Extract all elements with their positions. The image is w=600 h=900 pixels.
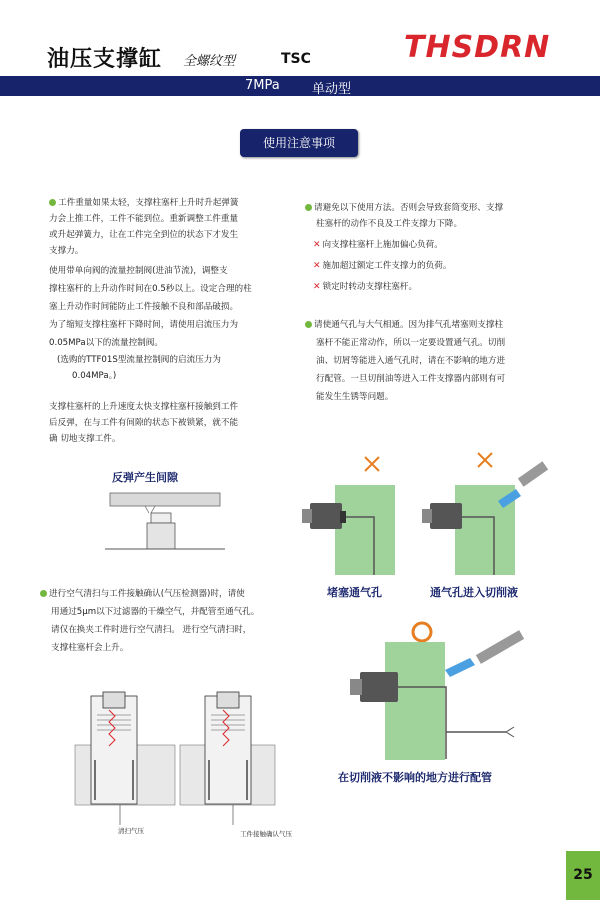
text-line: 0.04MPa。) — [72, 371, 117, 381]
contact-confirm-air-label: 工件接触确认气压 — [240, 830, 292, 838]
text-line: 或升起弹簧力，让在工件完全到位的状态下才发生 — [49, 230, 239, 240]
coolant-entry-caption: 通气孔进入切削液 — [430, 586, 518, 599]
page-subtitle: 全螺纹型 — [183, 54, 236, 69]
text-line: 进行空气清扫与工件接触确认(气压检测器)时，请使 — [49, 589, 245, 599]
text-line: 请避免以下使用方法。否则会导致套筒变形、支撑 — [314, 203, 504, 213]
purge-air-label: 清扫气压 — [118, 827, 144, 835]
pressure-label: 7MPa — [245, 78, 280, 93]
text-line: 塞上升动作时间能防止工件接触不良和部品破损。 — [49, 302, 239, 312]
text-line: 能发生生锈等问题。 — [316, 392, 394, 402]
text-line: 撑柱塞杆的上升动作时间在0.5秒以上。设定合理的柱 — [49, 284, 252, 294]
bullet-icon — [305, 321, 312, 328]
text-line: 支撑柱塞杆的上升速度太快支撑柱塞杆接触到工件 — [49, 402, 239, 412]
bullet-icon — [40, 590, 47, 597]
bullet-icon — [49, 199, 56, 206]
left-paragraph-5 — [40, 585, 290, 657]
text-line: 行配管。一旦切削油等进入工件支撑器内部则有可 — [316, 374, 506, 384]
text-line: 支撑力。 — [49, 246, 84, 256]
right-paragraph-1 — [305, 200, 555, 232]
text-line: 请仅在换夹工件时进行空气清扫。 进行空气清扫时， — [51, 625, 252, 635]
text-line: 工件重量如果太轻，支撑柱塞杆上升时升起弹簧 — [58, 198, 239, 208]
text-line: 0.05MPa以下的流量控制阀。 — [49, 338, 163, 348]
brand-logo: THSDRN — [404, 30, 551, 65]
text-line: 为了缩短支撑柱塞杆下降时间，请使用启流压力为 — [49, 320, 239, 330]
list-item: 锁定时转动支撑柱塞杆。 — [322, 282, 418, 292]
left-paragraph-3 — [57, 352, 287, 384]
prohibited-list — [313, 235, 553, 298]
left-paragraph-1 — [49, 195, 289, 259]
text-line: (选购的TTF01S型流量控制阀的启流压力为 — [57, 355, 221, 365]
air-purge-cross-section-diagram — [65, 690, 280, 830]
vent-misuse-diagrams — [300, 445, 560, 575]
right-paragraph-2 — [305, 316, 560, 406]
blocked-vent-caption: 堵塞通气孔 — [327, 586, 382, 599]
text-line: 请使通气孔与大气相通。因为排气孔堵塞则支撑柱 — [314, 320, 504, 330]
text-line: 确 切地支撑工件。 — [49, 434, 121, 444]
page-title: 油压支撑缸 — [47, 47, 163, 72]
left-paragraph-4 — [49, 399, 289, 447]
rebound-gap-diagram — [105, 485, 225, 565]
list-item: 施加超过额定工件支撑力的负荷。 — [322, 261, 452, 271]
text-line: 油、切屑等能进入通气孔时，请在不影响的地方进 — [316, 356, 506, 366]
page-number: 25 — [566, 851, 600, 900]
cross-icon: ✕ — [313, 261, 321, 271]
text-line: 用通过5μm以下过滤器的干燥空气，并配管至通气孔。 — [51, 607, 260, 617]
cross-icon: ✕ — [313, 282, 321, 292]
correct-piping-caption: 在切削液不影响的地方进行配管 — [338, 771, 492, 784]
cross-icon: ✕ — [313, 240, 321, 250]
bullet-icon — [305, 204, 312, 211]
section-heading-button: 使用注意事项 — [240, 129, 358, 157]
text-line: 后反弹，在与工件有间隙的状态下被锁紧，就不能 — [49, 418, 239, 428]
header-bar — [0, 76, 600, 96]
correct-piping-diagram — [330, 612, 560, 762]
text-line: 使用带单向阀的流量控制阀(进油节流)，调整支 — [49, 266, 228, 276]
model-code: TSC — [281, 51, 311, 67]
text-line: 柱塞杆的动作不良及工件支撑力下降。 — [316, 219, 463, 229]
left-paragraph-2 — [49, 262, 289, 352]
rebound-caption: 反弹产生间隙 — [112, 471, 178, 484]
list-item: 向支撑柱塞杆上施加偏心负荷。 — [322, 240, 443, 250]
text-line: 塞杆不能正常动作，所以一定要设置通气孔。切削 — [316, 338, 506, 348]
text-line: 力会上推工件，工件不能到位。重新调整工件重量 — [49, 214, 239, 224]
text-line: 支撑柱塞杆会上升。 — [51, 643, 129, 653]
action-type-label: 单动型 — [312, 82, 352, 97]
